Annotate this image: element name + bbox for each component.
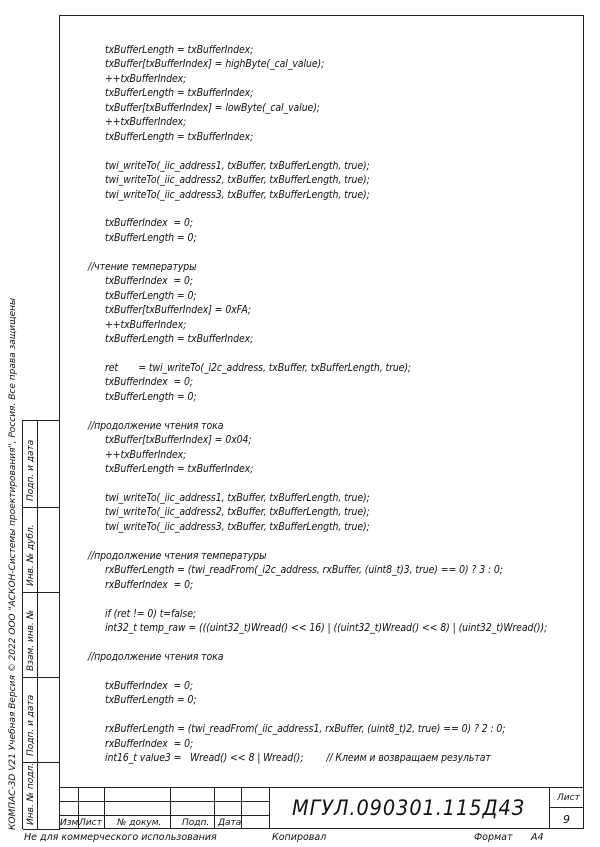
code-comment-line: //продолжение чтения тока xyxy=(88,651,224,663)
code-line: rxBufferLength = (twi_readFrom(_iic_address1, rxBuffer, (uint8_t)2, true) == 0) ? 2 : 0; xyxy=(105,724,506,736)
code-line: ++txBufferIndex; xyxy=(105,73,187,85)
strip-label-vzam-inv: Взам. инв. № xyxy=(26,609,36,671)
code-line: txBufferLength = txBufferIndex; xyxy=(105,334,254,345)
copyright-vertical-text: КОМПАС-3D V21 Учебная Версия © 2022 ООО "АСКОН-Системы проектирования", Россия. Все права защищены xyxy=(8,297,18,830)
code-line: txBufferLength = 0; xyxy=(105,391,197,403)
footer-copied: Копировал xyxy=(272,832,327,843)
code-line: int16_t value3 = Wread() << 8 | Wread(); // Клеим и возвращаем результат xyxy=(105,753,491,765)
tb-label-data: Дата xyxy=(218,818,242,828)
code-line: rxBufferIndex = 0; xyxy=(105,738,194,750)
document-number: МГУЛ.090301.115Д4З xyxy=(292,796,525,820)
code-line: rxBufferIndex = 0; xyxy=(105,579,194,591)
code-line: ++txBufferIndex; xyxy=(105,319,187,331)
code-line: txBufferLength = 0; xyxy=(105,695,197,707)
code-line: txBuffer[txBufferIndex] = 0xFA; xyxy=(105,305,251,317)
code-comment-line: //продолжение чтения температуры xyxy=(88,550,267,562)
tb-col-line-6 xyxy=(269,787,270,829)
code-line: ret = twi_writeTo(_i2c_address, txBuffer, txBufferLength, true); xyxy=(105,362,412,374)
code-line: twi_writeTo(_iic_address3, txBuffer, txBufferLength, true); xyxy=(105,521,370,533)
strip-cell-2 xyxy=(23,508,60,593)
tb-top-line xyxy=(59,787,584,788)
strip-cell-5 xyxy=(23,763,60,830)
code-line: txBuffer[txBufferIndex] = 0x04; xyxy=(105,435,252,447)
tb-col-line-7 xyxy=(549,787,550,829)
code-line: txBufferIndex = 0; xyxy=(105,276,193,288)
code-line: txBuffer[txBufferIndex] = lowByte(_cal_value); xyxy=(105,102,320,114)
tb-label-dokum: № докум. xyxy=(117,818,162,828)
strip-label-inv-podl: Инв. № подл. xyxy=(26,762,36,825)
code-line: twi_writeTo(_iic_address1, txBuffer, txBufferLength, true); xyxy=(105,160,370,172)
code-line: txBufferIndex = 0; xyxy=(105,680,193,692)
strip-cell-4 xyxy=(23,678,60,763)
footer-format-value: A4 xyxy=(531,832,544,843)
code-listing xyxy=(60,16,583,828)
code-line: rxBufferLength = (twi_readFrom(_i2c_address, rxBuffer, (uint8_t)3, true) == 0) ? 3 : 0; xyxy=(105,565,503,577)
code-line: twi_writeTo(_iic_address3, txBuffer, txBufferLength, true); xyxy=(105,189,370,201)
code-line: int32_t temp_raw = (((uint32_t)Wread() << 16) | ((uint32_t)Wread() << 8) | (uint32_t)Wread()); xyxy=(105,623,548,634)
code-line: txBufferLength = 0; xyxy=(105,290,197,302)
tb-col-line-2 xyxy=(104,787,105,829)
tb-col-line-4 xyxy=(214,787,215,829)
code-line: txBufferLength = txBufferIndex; xyxy=(105,464,254,476)
drawing-frame xyxy=(59,15,584,829)
footer-noncommercial: Не для коммерческого использования xyxy=(24,832,217,843)
code-line: ++txBufferIndex; xyxy=(105,449,187,461)
strip-label-podp-data-2: Подп. и дата xyxy=(26,694,36,756)
strip-cell-1 xyxy=(23,421,60,508)
code-comment-line: //чтение температуры xyxy=(88,261,197,273)
tb-row-line-1 xyxy=(59,801,269,802)
code-comment-line: //продолжение чтения тока xyxy=(88,420,224,432)
code-line: txBufferLength = txBufferIndex; xyxy=(105,131,254,143)
strip-label-inv-dubl: Инв. № дубл. xyxy=(26,524,36,586)
tb-label-list: Лист xyxy=(79,818,102,828)
code-line: txBuffer[txBufferIndex] = highByte(_cal_value); xyxy=(105,59,325,71)
tb-sheet-line xyxy=(549,807,584,808)
code-line: twi_writeTo(_iic_address2, txBuffer, txBufferLength, true); xyxy=(105,175,370,187)
code-line: if (ret != 0) t=false; xyxy=(105,608,196,620)
tb-sheet-number: 9 xyxy=(563,813,570,826)
code-line: txBufferIndex = 0; xyxy=(105,377,193,389)
tb-col-line-3 xyxy=(170,787,171,829)
code-line: txBufferLength = txBufferIndex; xyxy=(105,45,254,56)
tb-row-line-2 xyxy=(59,815,269,816)
tb-sheet-label: Лист xyxy=(557,793,580,803)
code-line: twi_writeTo(_iic_address1, txBuffer, txBufferLength, true); xyxy=(105,492,370,504)
side-stamp-strip xyxy=(22,420,59,829)
code-line: ++txBufferIndex; xyxy=(105,117,187,129)
strip-cell-3 xyxy=(23,593,60,678)
footer-format-label: Формат xyxy=(474,832,513,843)
tb-label-izm: Изм. xyxy=(60,818,82,828)
strip-label-podp-data-1: Подп. и дата xyxy=(26,439,36,501)
code-line: txBufferIndex = 0; xyxy=(105,218,193,230)
code-line: twi_writeTo(_iic_address2, txBuffer, txBufferLength, true); xyxy=(105,507,370,519)
code-line: txBufferLength = txBufferIndex; xyxy=(105,88,254,100)
code-line: txBufferLength = 0; xyxy=(105,232,197,244)
tb-label-podp: Подп. xyxy=(182,818,210,828)
